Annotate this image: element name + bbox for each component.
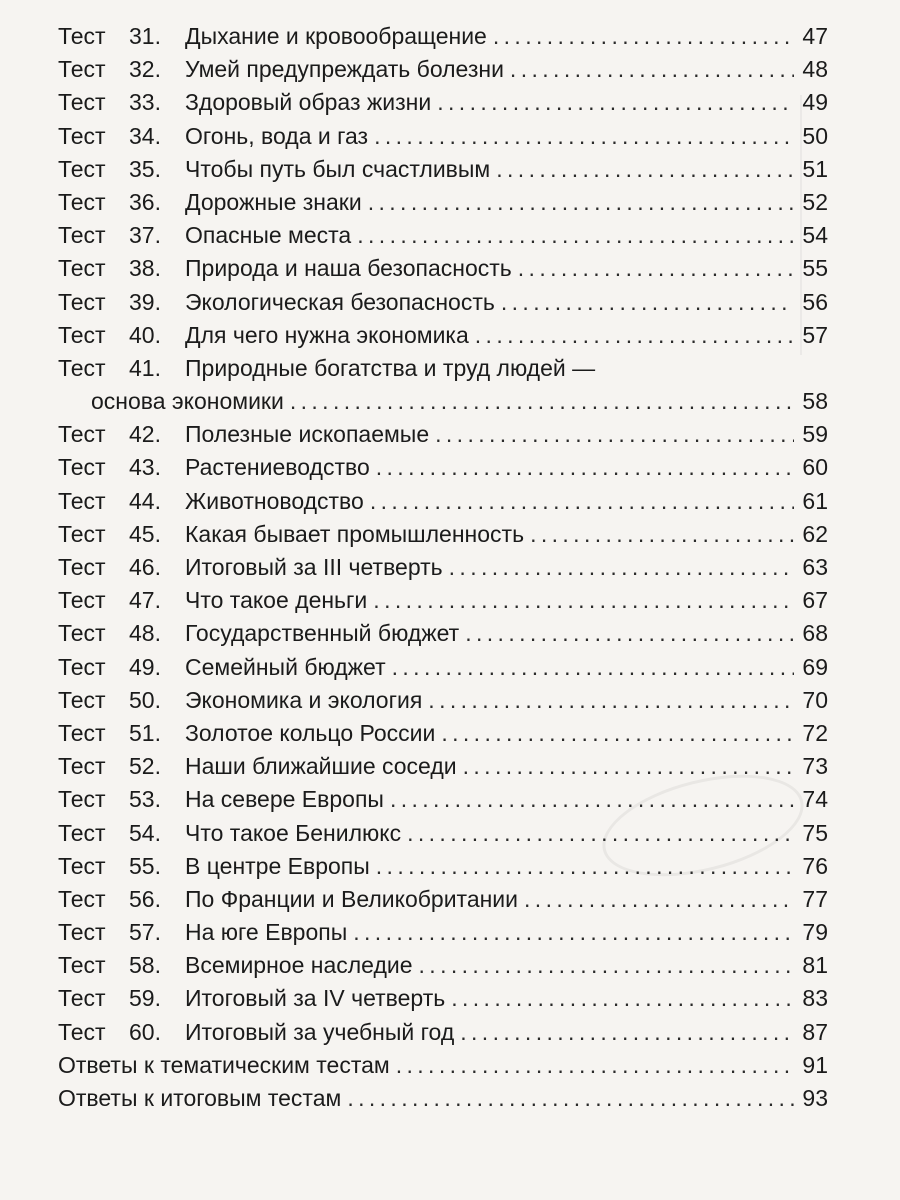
entry-title-line [185,219,828,252]
toc-entry [58,949,828,982]
toc-entry [58,684,828,717]
entry-title-line [185,485,828,518]
toc-entry [58,252,828,285]
test-label: Тест [58,56,106,83]
entry-title: В центре Европы [185,852,370,879]
test-label: Тест [58,919,106,946]
dot-leader [460,1016,794,1049]
page-number: 83 [802,985,828,1012]
test-number: 36. [129,188,161,215]
test-label: Тест [58,288,106,315]
dot-leader [368,186,794,219]
page-number: 54 [802,222,828,249]
page-number: 69 [802,653,828,680]
entry-title: Растениеводство [185,454,370,481]
dot-leader [353,916,794,949]
dot-leader [463,750,794,783]
page-number: 70 [802,686,828,713]
dot-leader [451,982,794,1015]
test-number: 54. [129,819,161,846]
dot-leader [290,385,794,418]
entry-title: Государственный бюджет [185,620,460,647]
page-number: 52 [802,188,828,215]
entry-title: Дорожные знаки [185,188,362,215]
entry-title-line [185,286,828,319]
entry-title: Что такое Бенилюкс [185,819,402,846]
page-number: 61 [802,487,828,514]
page-number: 91 [802,1051,828,1078]
test-number: 46. [129,554,161,580]
toc-entry [58,750,828,783]
dot-leader [370,485,794,518]
test-label: Тест [58,222,106,249]
answers-title: Ответы к итоговым тестам [58,1085,342,1111]
page-number: 67 [802,587,828,614]
test-label: Тест [58,852,106,879]
test-number: 40. [129,321,161,348]
entry-title-line [185,252,828,285]
test-label: Тест [58,188,106,215]
entry-title-line [185,982,828,1015]
test-number: 57. [129,919,161,946]
toc-entry [58,717,828,750]
dot-leader [530,518,794,551]
page-number: 59 [802,421,828,448]
entry-title-line [185,518,828,551]
entry-title: Чтобы путь был счастливым [185,155,491,182]
entry-title: Животноводство [185,487,364,514]
entry-title-line [185,750,828,783]
toc-entry [58,53,828,86]
toc-entry [58,120,828,153]
dot-leader [390,783,794,816]
entry-title: Что такое деньги [185,587,368,614]
entry-title-line [91,385,828,418]
toc-entry [58,286,828,319]
entry-title-line [185,684,828,717]
toc-entry-continuation [58,385,828,418]
entry-title-line [185,153,828,186]
test-label: Тест [58,587,106,614]
entry-title: Природные богатства и труд людей — [185,354,596,381]
entry-title: Огонь, вода и газ [185,122,369,149]
entry-title-line [185,817,828,850]
dot-leader [376,850,794,883]
entry-title: Опасные места [185,222,352,249]
test-number: 56. [129,885,161,912]
entry-title: На юге Европы [185,919,348,946]
toc-entry [58,617,828,650]
entry-title-line [185,86,828,119]
entry-title-line [58,1082,828,1115]
entry-title-line [185,53,828,86]
dot-leader [347,1082,794,1115]
entry-title: Итоговый за учебный год [185,1018,455,1045]
test-label: Тест [58,985,106,1012]
page-number: 63 [802,554,828,580]
toc-entry [58,86,828,119]
toc-entry [58,1016,828,1049]
page-number: 73 [802,753,828,780]
toc-entry [58,883,828,916]
entry-title-line [185,186,828,219]
entry-title-line [185,451,828,484]
toc-entry [58,219,828,252]
entry-title-line [185,551,828,584]
test-number: 31. [129,23,161,49]
dot-leader [376,451,794,484]
test-label: Тест [58,885,106,912]
toc-entry [58,352,828,385]
test-label: Тест [58,23,106,49]
entry-title-line [185,319,828,352]
page-number: 47 [802,23,828,49]
entry-title: Итоговый за III четверть [185,554,443,580]
page-number: 81 [802,952,828,979]
dot-leader [518,252,794,285]
toc-entry [58,916,828,949]
test-number: 32. [129,56,161,83]
dot-leader [493,20,794,53]
dot-leader [475,319,794,352]
test-number: 42. [129,421,161,448]
entry-title: Экологическая безопасность [185,288,495,315]
test-number: 47. [129,587,161,614]
toc-entry [58,817,828,850]
table-of-contents [58,20,828,1115]
page-number: 58 [802,388,828,415]
test-number: 39. [129,288,161,315]
test-label: Тест [58,719,106,746]
page-number: 74 [802,786,828,813]
entry-title-line [185,651,828,684]
page-number: 75 [802,819,828,846]
test-label: Тест [58,89,106,116]
test-label: Тест [58,786,106,813]
test-number: 44. [129,487,161,514]
entry-title-line [185,850,828,883]
entry-title-continuation: основа экономики [91,388,284,415]
test-label: Тест [58,421,106,448]
test-label: Тест [58,487,106,514]
entry-title: Дыхание и кровообращение [185,23,487,49]
dot-leader [428,684,794,717]
entry-title: Для чего нужна экономика [185,321,469,348]
test-label: Тест [58,620,106,647]
test-label: Тест [58,321,106,348]
page-number: 93 [802,1085,828,1111]
test-label: Тест [58,819,106,846]
dot-leader [441,717,794,750]
entry-title: По Франции и Великобритании [185,885,519,912]
toc-entry [58,186,828,219]
entry-title: Умей предупреждать болезни [185,56,504,83]
test-label: Тест [58,753,106,780]
test-number: 52. [129,753,161,780]
test-label: Тест [58,1018,106,1045]
toc-entry [58,783,828,816]
toc-entry [58,982,828,1015]
test-number: 49. [129,653,161,680]
entry-title: Здоровый образ жизни [185,89,432,116]
toc-entry [58,551,828,584]
page-number: 72 [802,719,828,746]
entry-title-line [185,783,828,816]
page-number: 55 [802,255,828,282]
test-number: 38. [129,255,161,282]
dot-leader [465,617,794,650]
test-number: 58. [129,952,161,979]
toc-answers-entry [58,1049,828,1082]
page-number: 50 [802,122,828,149]
entry-title: Итоговый за IV четверть [185,985,446,1012]
dot-leader [449,551,794,584]
dot-leader [373,584,794,617]
entry-title-line [185,20,828,53]
test-number: 37. [129,222,161,249]
toc-entry [58,651,828,684]
test-number: 41. [129,354,161,381]
test-number: 53. [129,786,161,813]
test-label: Тест [58,155,106,182]
test-number: 34. [129,122,161,149]
dot-leader [392,651,794,684]
dot-leader [435,418,794,451]
toc-entry [58,418,828,451]
page-number: 56 [802,288,828,315]
page-number: 62 [802,520,828,547]
entry-title-line [185,418,828,451]
answers-title: Ответы к тематическим тестам [58,1051,390,1078]
test-label: Тест [58,952,106,979]
entry-title: На севере Европы [185,786,384,813]
entry-title-line [185,883,828,916]
dot-leader [524,883,794,916]
page-number: 51 [802,155,828,182]
test-label: Тест [58,255,106,282]
entry-title-line [185,617,828,650]
page-number: 77 [802,885,828,912]
entry-title-line [185,120,828,153]
test-label: Тест [58,653,106,680]
toc-entry [58,319,828,352]
test-number: 48. [129,620,161,647]
entry-title-line [185,916,828,949]
test-number: 35. [129,155,161,182]
toc-entry [58,20,828,53]
entry-title: Полезные ископаемые [185,421,430,448]
entry-title-line [185,352,828,385]
entry-title: Семейный бюджет [185,653,386,680]
test-number: 50. [129,686,161,713]
entry-title: Экономика и экология [185,686,423,713]
test-label: Тест [58,520,106,547]
test-number: 33. [129,89,161,116]
dot-leader [501,286,794,319]
dot-leader [510,53,794,86]
test-label: Тест [58,554,106,580]
toc-entry [58,850,828,883]
dot-leader [357,219,794,252]
page-number: 57 [802,321,828,348]
test-label: Тест [58,354,106,381]
test-number: 51. [129,719,161,746]
dot-leader [419,949,794,982]
dot-leader [407,817,794,850]
test-number: 55. [129,852,161,879]
page-number: 79 [802,919,828,946]
toc-answers-entry [58,1082,828,1115]
page-number: 68 [802,620,828,647]
entry-title: Всемирное наследие [185,952,413,979]
test-label: Тест [58,454,106,481]
entry-title-line [185,949,828,982]
test-label: Тест [58,122,106,149]
entry-title: Природа и наша безопасность [185,255,512,282]
page-number: 48 [802,56,828,83]
test-label: Тест [58,686,106,713]
toc-entry [58,451,828,484]
entry-title: Золотое кольцо России [185,719,436,746]
test-number: 45. [129,520,161,547]
test-number: 59. [129,985,161,1012]
entry-title: Наши ближайшие соседи [185,753,457,780]
page-number: 87 [802,1018,828,1045]
entry-title-line [185,584,828,617]
entry-title: Какая бывает промышленность [185,520,525,547]
dot-leader [374,120,794,153]
toc-entry [58,153,828,186]
entry-title-line [185,1016,828,1049]
entry-title-line [58,1049,828,1082]
page-number: 60 [802,454,828,481]
toc-entry [58,518,828,551]
entry-title-line [185,717,828,750]
test-number: 43. [129,454,161,481]
dot-leader [437,86,794,119]
page-number: 76 [802,852,828,879]
dot-leader [396,1049,794,1082]
dot-leader [496,153,794,186]
page-number: 49 [802,89,828,116]
toc-entry [58,485,828,518]
test-number: 60. [129,1018,161,1045]
toc-entry [58,584,828,617]
